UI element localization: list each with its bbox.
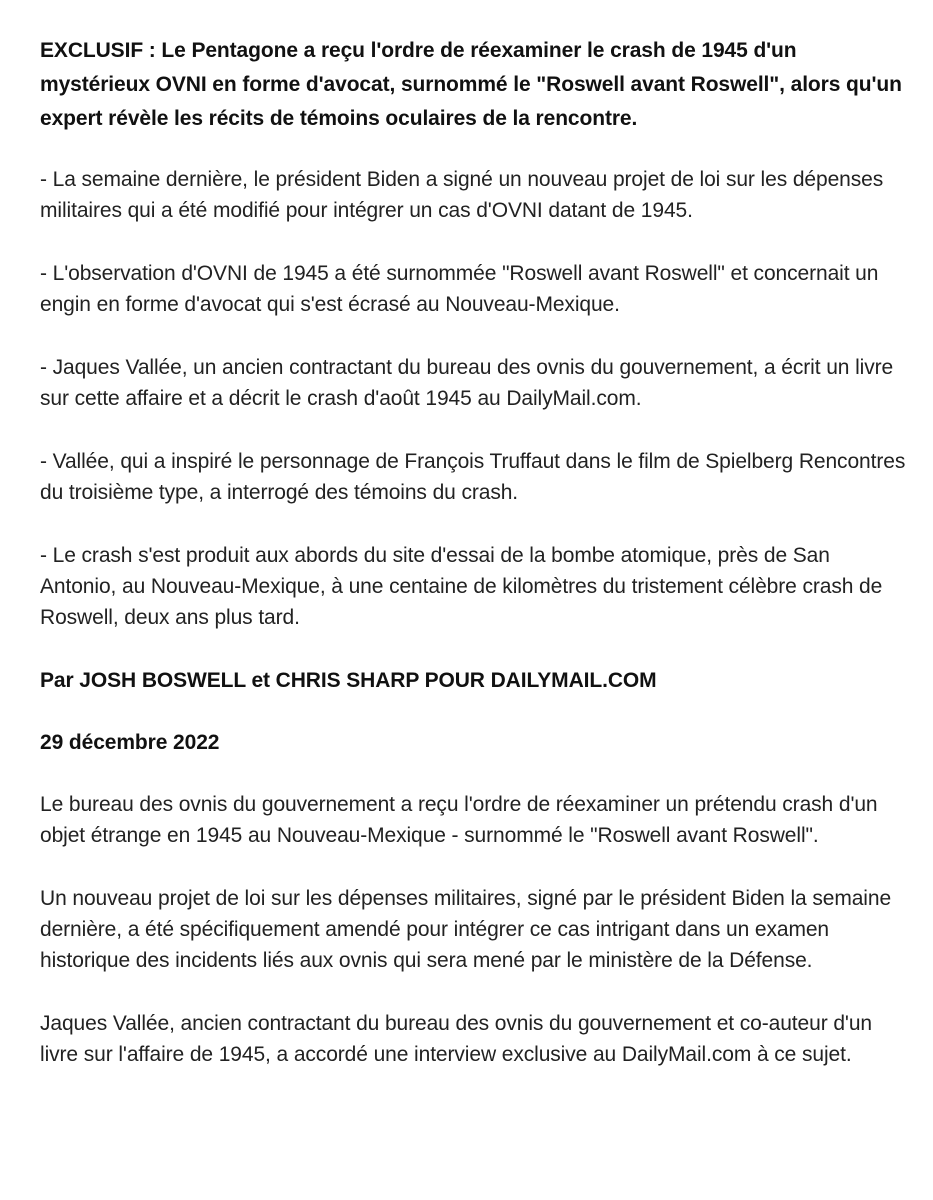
bullet-point: - L'observation d'OVNI de 1945 a été surnommée "Roswell avant Roswell" et concernait un engin en forme d'avocat qui s'est écrasé au Nouveau-Mexique. [40,262,879,316]
bullet-point: - Le crash s'est produit aux abords du site d'essai de la bombe atomique, près de San Antonio, au Nouveau-Mexique, à une centaine de kilomètres du tristement célèbre crash de Roswell, deux ans plus tard. [40,544,883,629]
bullet-point: - Vallée, qui a inspiré le personnage de François Truffaut dans le film de Spielberg Rencontres du troisième type, a interrogé des témoins du crash. [40,450,906,504]
bullet-point: - La semaine dernière, le président Biden a signé un nouveau projet de loi sur les dépenses militaires qui a été modifié pour intégrer un cas d'OVNI datant de 1945. [40,168,884,222]
body-paragraph: Le bureau des ovnis du gouvernement a reçu l'ordre de réexaminer un prétendu crash d'un objet étrange en 1945 au Nouveau-Mexique - surnommé le "Roswell avant Roswell". [40,793,878,847]
article-headline: EXCLUSIF : Le Pentagone a reçu l'ordre de réexaminer le crash de 1945 d'un mystérieux OVNI en forme d'avocat, surnommé le "Roswell avant Roswell", alors qu'un expert révèle les récits de témoins oculaires de la rencontre. [40,39,902,130]
article-date: 29 décembre 2022 [40,731,220,754]
article-byline: Par JOSH BOSWELL et CHRIS SHARP POUR DAILYMAIL.COM [40,669,657,692]
body-paragraph: Un nouveau projet de loi sur les dépenses militaires, signé par le président Biden la semaine dernière, a été spécifiquement amendé pour intégrer ce cas intrigant dans un examen historique des incidents liés aux ovnis qui sera mené par le ministère de la Défense. [40,887,892,972]
body-paragraph: Jaques Vallée, ancien contractant du bureau des ovnis du gouvernement et co-auteur d'un livre sur l'affaire de 1945, a accordé une interview exclusive au DailyMail.com à ce sujet. [40,1012,872,1066]
article [40,34,910,1102]
bullet-point: - Jaques Vallée, un ancien contractant du bureau des ovnis du gouvernement, a écrit un livre sur cette affaire et a décrit le crash d'août 1945 au DailyMail.com. [40,356,894,410]
